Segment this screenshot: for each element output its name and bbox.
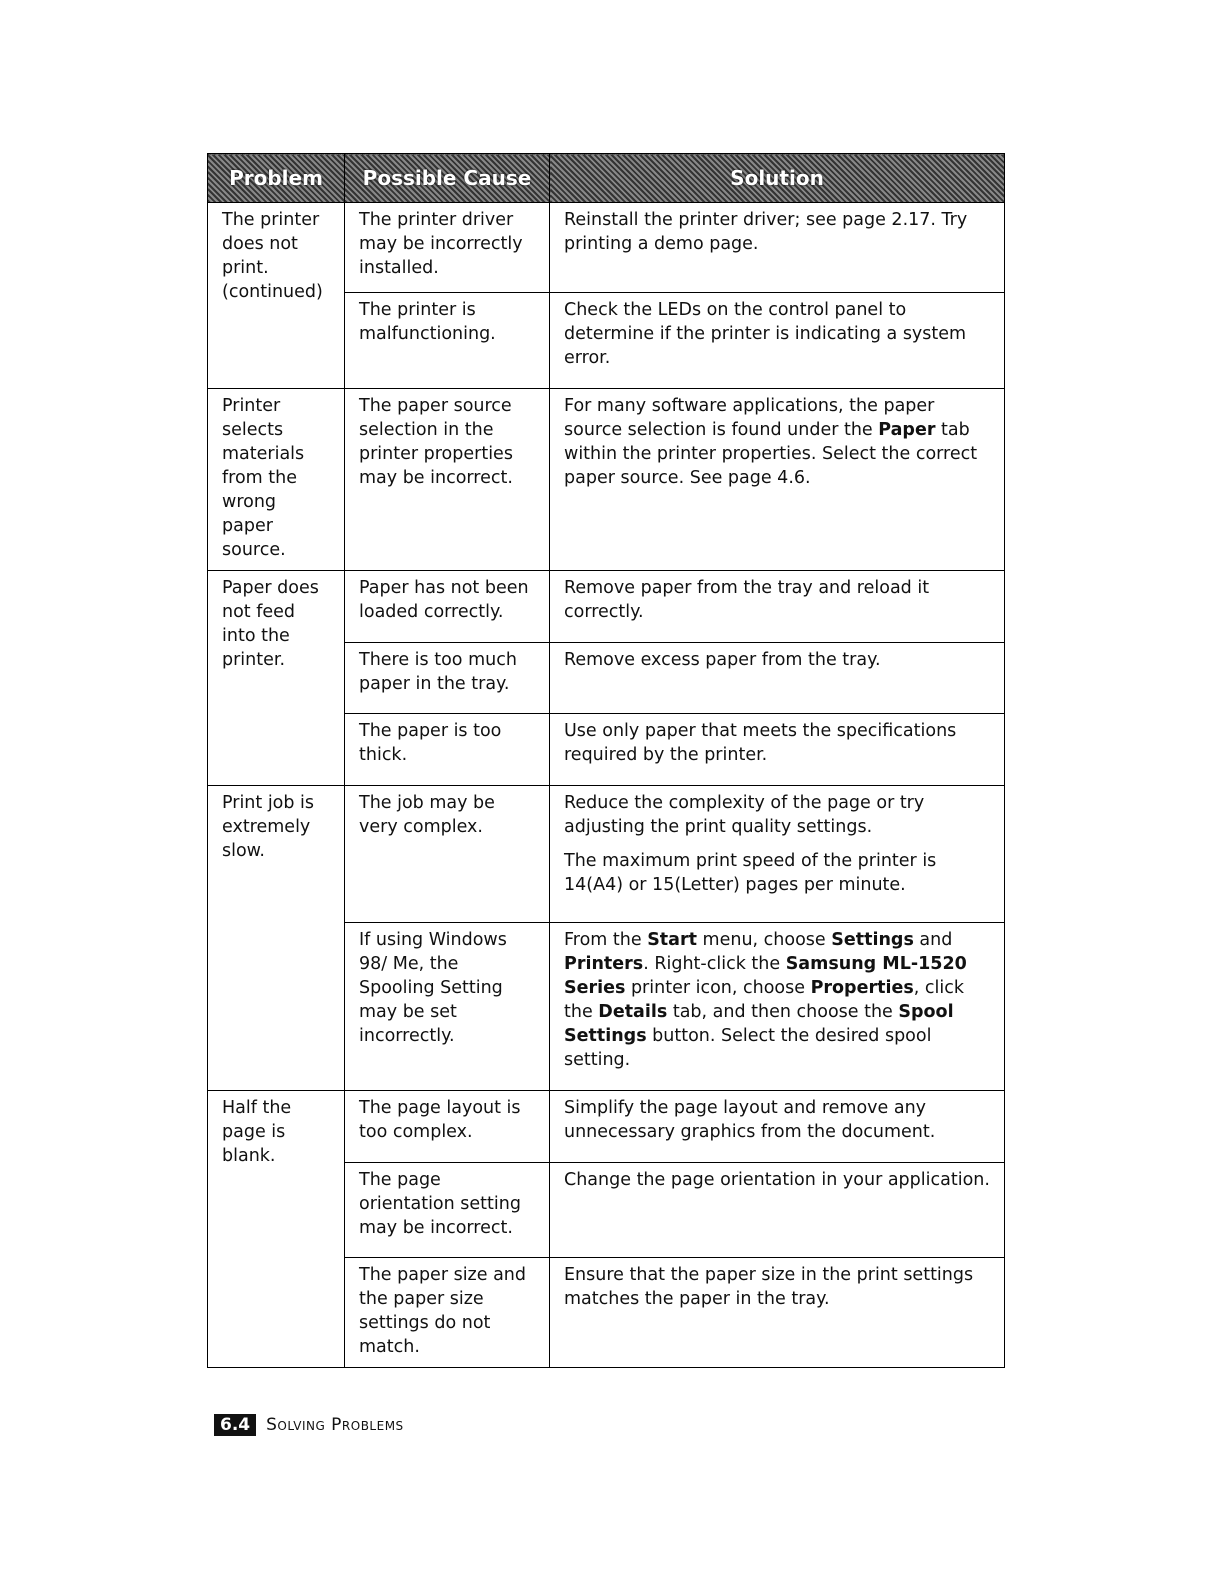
cause-cell: The page layout is too complex.: [345, 1091, 550, 1163]
cause-cell: The page orientation setting may be incorrect.: [345, 1163, 550, 1258]
emphasized-term: Samsung ML-1520 Series: [564, 954, 967, 998]
cause-cell: The printer driver may be incorrectly installed.: [345, 203, 550, 293]
table-row: [208, 1091, 1005, 1163]
solution-cell: [550, 1258, 1005, 1368]
solution-text: Check the LEDs on the control panel to determine if the printer is indicating a system error.: [564, 300, 967, 368]
solution-paragraph: [564, 849, 992, 897]
solution-text: Reduce the complexity of the page or try adjusting the print quality settings.: [564, 793, 925, 837]
solution-paragraph: [564, 648, 992, 672]
solution-paragraph: [564, 576, 992, 624]
solution-paragraph: [564, 208, 992, 256]
solution-text: tab, and then choose the: [667, 1002, 899, 1022]
solution-paragraph: [564, 791, 992, 839]
table-row: [208, 389, 1005, 571]
chapter-title: Solving Problems: [266, 1415, 404, 1435]
solution-cell: [550, 714, 1005, 786]
page-footer: [214, 1414, 404, 1436]
solution-text: For many software applications, the paper source selection is found under the: [564, 396, 935, 440]
solution-cell: [550, 293, 1005, 389]
cause-cell: Paper has not been loaded correctly.: [345, 571, 550, 643]
emphasized-term: Details: [598, 1002, 668, 1022]
cause-cell: There is too much paper in the tray.: [345, 643, 550, 714]
solution-text: Reinstall the printer driver; see page 2.17. Try printing a demo page.: [564, 210, 968, 254]
table-header: [208, 154, 1005, 203]
solution-text: Change the page orientation in your application.: [564, 1170, 990, 1190]
emphasized-term: Settings: [831, 930, 914, 950]
problem-cell: Half the page is blank.: [208, 1091, 345, 1368]
solution-text: and: [913, 930, 953, 950]
problem-cell: Printer selects materials from the wrong paper source.: [208, 389, 345, 571]
solution-text: menu, choose: [696, 930, 832, 950]
solution-cell: [550, 923, 1005, 1091]
solution-text: , click the: [564, 978, 964, 1022]
solution-text: printer icon, choose: [625, 978, 811, 998]
table-row: [208, 571, 1005, 643]
cause-cell: The paper source selection in the printer properties may be incorrect.: [345, 389, 550, 571]
solution-paragraph: [564, 719, 992, 767]
solution-cell: [550, 389, 1005, 571]
solution-text: button. Select the desired spool setting.: [564, 1026, 932, 1070]
emphasized-term: Start: [647, 930, 697, 950]
solution-paragraph: [564, 1096, 992, 1144]
solution-text: Remove excess paper from the tray.: [564, 650, 881, 670]
solution-paragraph: [564, 394, 992, 490]
cause-cell: The paper size and the paper size settings do not match.: [345, 1258, 550, 1368]
solution-cell: [550, 203, 1005, 293]
cause-cell: The job may be very complex.: [345, 786, 550, 923]
solution-text: tab within the printer properties. Select the correct paper source. See page 4.6.: [564, 420, 978, 488]
emphasized-term: Printers: [564, 954, 644, 974]
problem-cell: Paper does not feed into the printer.: [208, 571, 345, 786]
header-solution: Solution: [550, 154, 1005, 203]
solution-paragraph: [564, 1263, 992, 1311]
solution-cell: [550, 643, 1005, 714]
page-number-badge: 6.4: [214, 1414, 256, 1436]
solution-text: Remove paper from the tray and reload it correctly.: [564, 578, 930, 622]
solution-cell: [550, 1091, 1005, 1163]
table-row: [208, 786, 1005, 923]
cause-cell: The paper is too thick.: [345, 714, 550, 786]
header-cause: Possible Cause: [345, 154, 550, 203]
troubleshooting-table: [207, 153, 1005, 1368]
solution-text: Use only paper that meets the specifications required by the printer.: [564, 721, 957, 765]
solution-text: . Right-click the: [643, 954, 786, 974]
solution-paragraph: [564, 1168, 992, 1192]
solution-text: Simplify the page layout and remove any unnecessary graphics from the document.: [564, 1098, 936, 1142]
solution-cell: [550, 786, 1005, 923]
solution-paragraph: [564, 298, 992, 370]
emphasized-term: Spool Settings: [564, 1002, 954, 1046]
solution-cell: [550, 571, 1005, 643]
emphasized-term: Paper: [878, 420, 936, 440]
solution-text: From the: [564, 930, 648, 950]
table-row: [208, 203, 1005, 293]
solution-paragraph: [564, 928, 992, 1072]
cause-cell: If using Windows 98/ Me, the Spooling Setting may be set incorrectly.: [345, 923, 550, 1091]
emphasized-term: Properties: [810, 978, 914, 998]
cause-cell: The printer is malfunctioning.: [345, 293, 550, 389]
solution-cell: [550, 1163, 1005, 1258]
header-problem: Problem: [208, 154, 345, 203]
problem-cell: Print job is extremely slow.: [208, 786, 345, 1091]
problem-cell: The printer does not print. (continued): [208, 203, 345, 389]
solution-text: Ensure that the paper size in the print settings matches the paper in the tray.: [564, 1265, 974, 1309]
solution-text: The maximum print speed of the printer is 14(A4) or 15(Letter) pages per minute.: [564, 851, 937, 895]
